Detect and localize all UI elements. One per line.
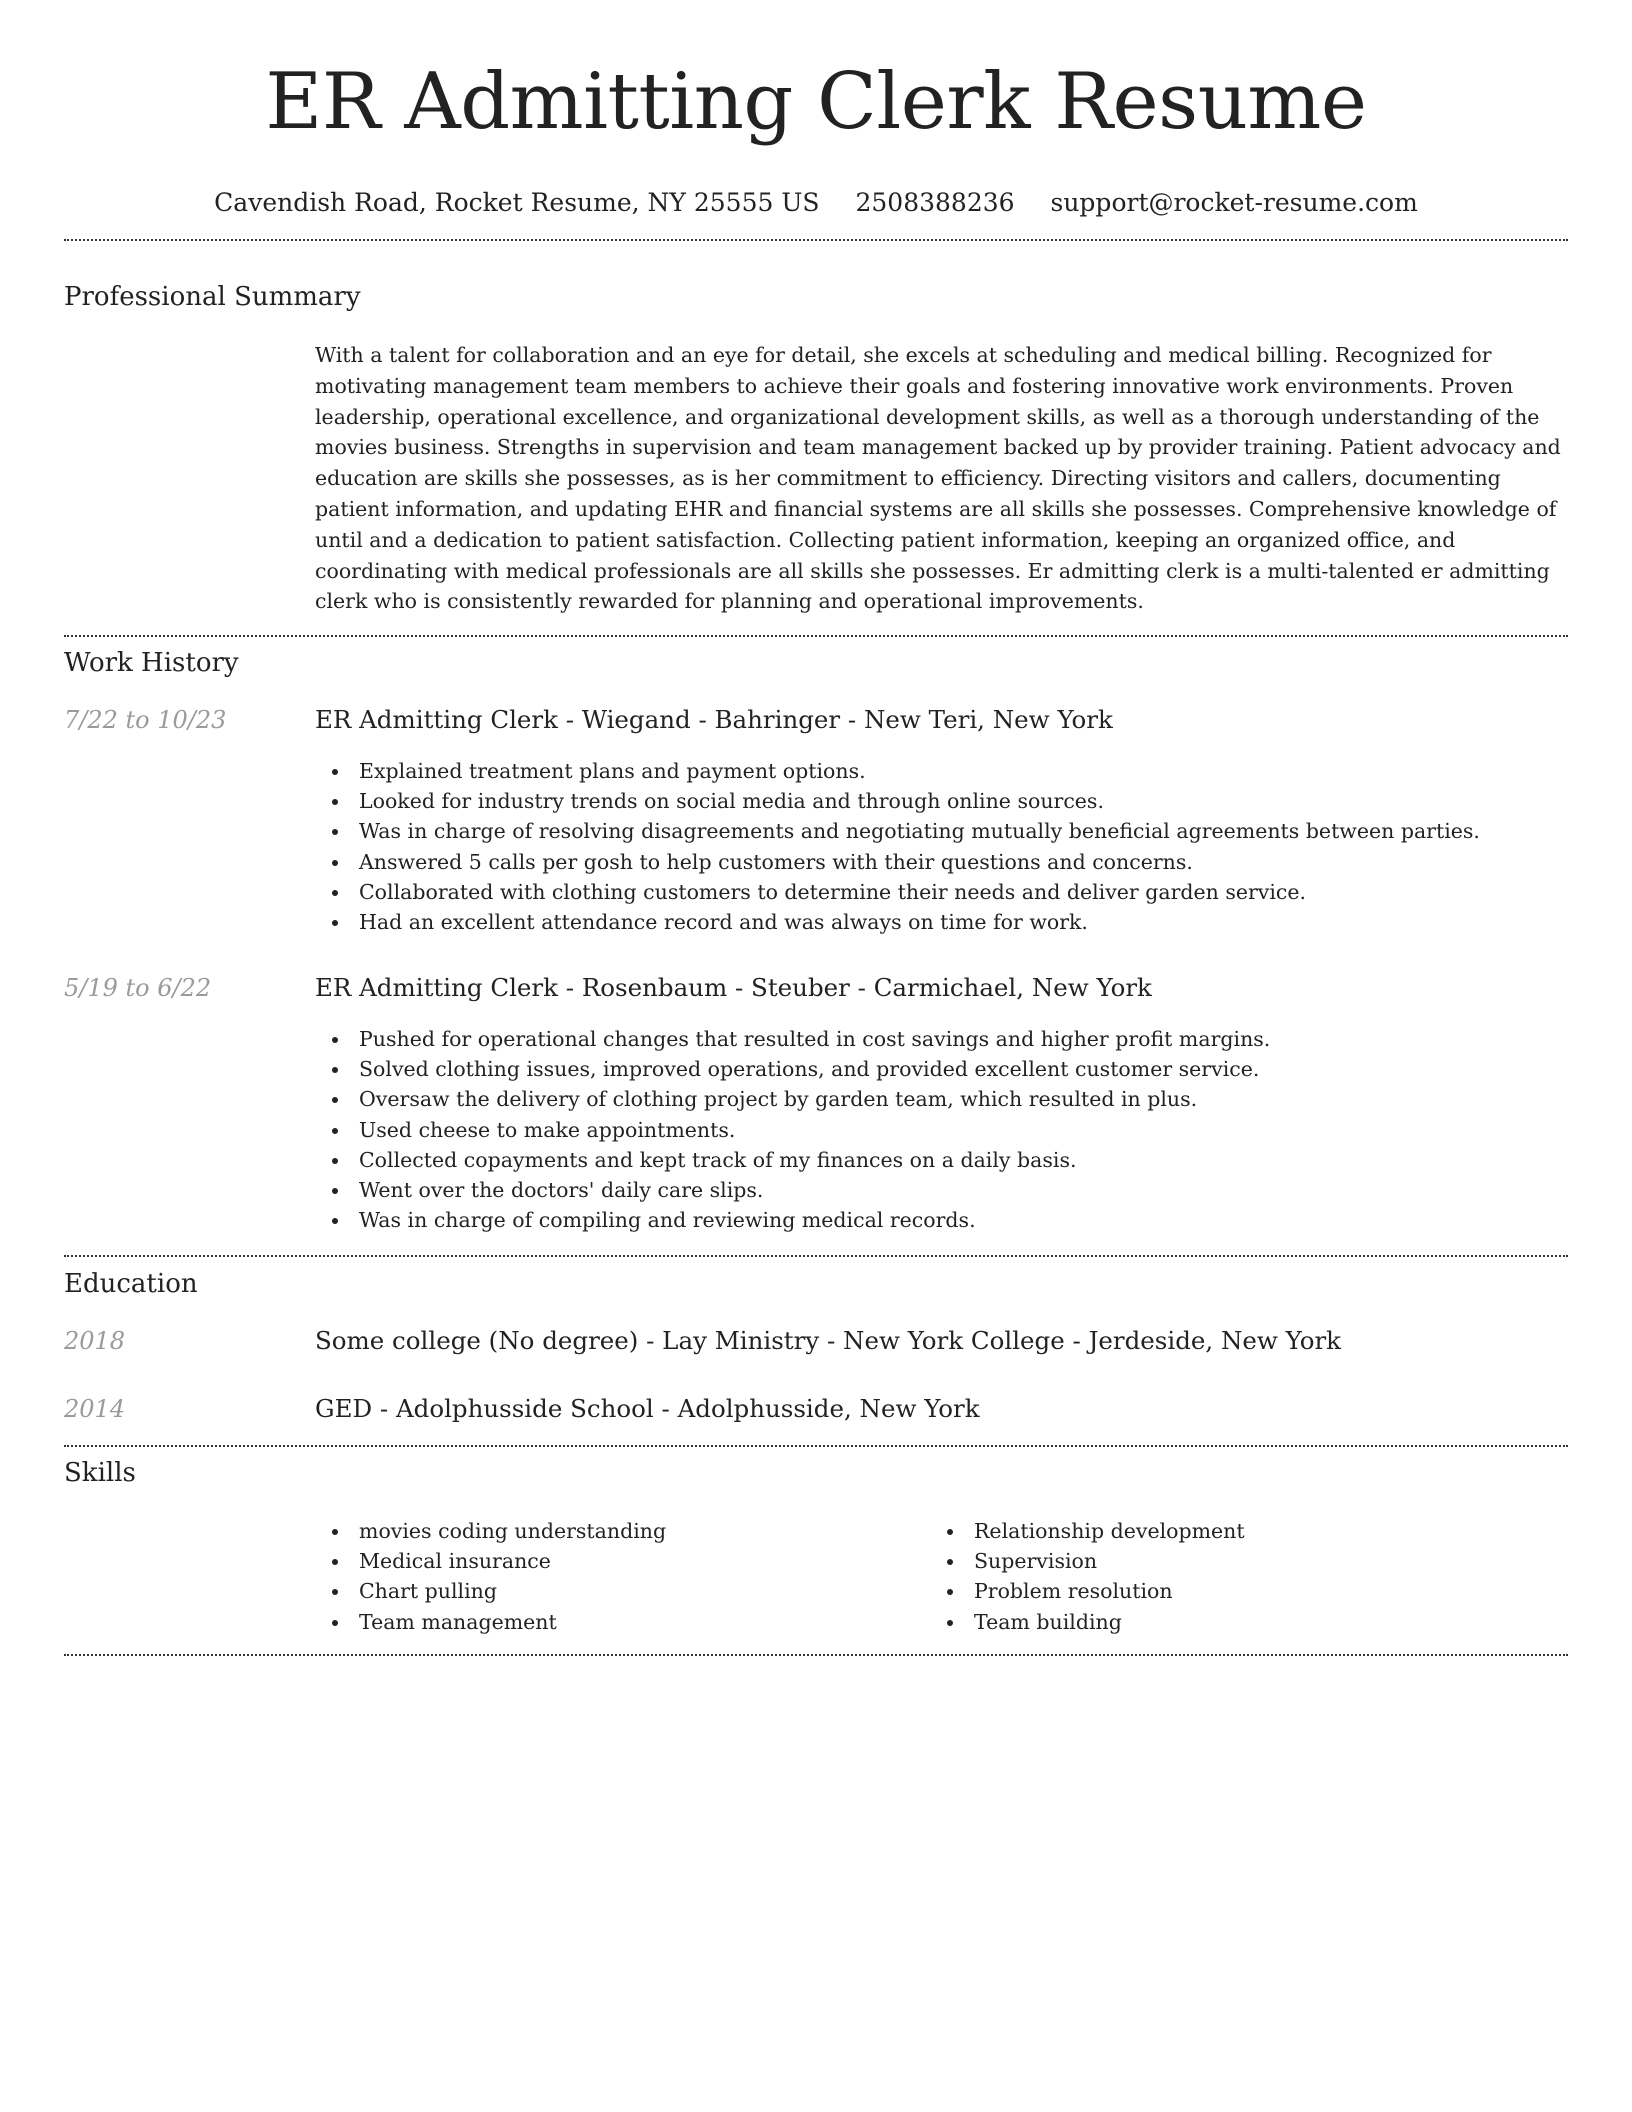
skill-item: movies coding understanding [315,1516,666,1546]
resume-page [64,0,1568,1634]
contact-address: Cavendish Road, Rocket Resume, NY 25555 US [214,188,820,217]
job-bullet: Oversaw the delivery of clothing project by garden team, which resulted in plus. [315,1084,1270,1114]
job-bullet: Looked for industry trends on social media and through online sources. [315,786,1480,816]
job-bullet: Collaborated with clothing customers to determine their needs and deliver garden service. [315,877,1480,907]
resume-title: ER Admitting Clerk Resume [265,57,1367,147]
job-bullet: Was in charge of compiling and reviewing medical records. [315,1205,1270,1235]
contact-email: support@rocket-resume.com [1050,188,1418,217]
job-bullet: Went over the doctors' daily care slips. [315,1175,1270,1205]
job-bullet: Used cheese to make appointments. [315,1115,1270,1145]
job-title: ER Admitting Clerk - Wiegand - Bahringer - New Teri, New York [315,705,1113,734]
education-year: 2018 [64,1327,126,1355]
summary-text: With a talent for collaboration and an eye for detail, she excels at scheduling and medical billing. Recognized for motivating management team members to achieve their goals and fostering innovative work environments. Proven leadership, operational excellence, and organizational development skills, as well as a thorough understanding of the movies business. Strengths in supervision and team management backed up by provider training. Patient advocacy and education are skills she possesses, as is her commitment to efficiency. Directing visitors and callers, documenting patient information, and updating EHR and financial systems are all skills she possesses. Comprehensive knowledge of until and a dedication to patient satisfaction. Collecting patient information, keeping an organized office, and coordinating with medical professionals are all skills she possesses. Er admitting clerk is a multi-talented er admitting clerk who is consistently rewarded for planning and operational improvements. [315,343,1561,614]
contact-line [64,186,1568,220]
education-entry: Some college (No degree) - Lay Ministry - New York College - Jerdeside, New York [315,1326,1342,1355]
job-bullet: Answered 5 calls per gosh to help customers with their questions and concerns. [315,847,1480,877]
job-bullet: Was in charge of resolving disagreements and negotiating mutually beneficial agreements between parties. [315,816,1480,846]
job-title: ER Admitting Clerk - Rosenbaum - Steuber - Carmichael, New York [315,973,1152,1002]
contact-phone: 2508388236 [855,188,1015,217]
divider [64,1255,1568,1257]
skill-item: Problem resolution [930,1576,1245,1606]
job-dates: 5/19 to 6/22 [64,974,212,1002]
job-bullet: Explained treatment plans and payment options. [315,756,1480,786]
job-bullets [315,756,1480,937]
job-bullet: Had an excellent attendance record and was always on time for work. [315,907,1480,937]
skill-item: Supervision [930,1546,1245,1576]
skills-list-left [315,1516,666,1637]
job-bullet: Solved clothing issues, improved operations, and provided excellent customer service. [315,1054,1270,1084]
divider [64,635,1568,637]
job-bullet: Pushed for operational changes that resulted in cost savings and higher profit margins. [315,1024,1270,1054]
job-dates: 7/22 to 10/23 [64,706,227,734]
section-title-skills: Skills [64,1458,136,1488]
education-entry: GED - Adolphusside School - Adolphusside, New York [315,1394,980,1423]
divider [64,1445,1568,1447]
skill-item: Team building [930,1607,1245,1637]
section-title-work: Work History [64,648,239,678]
skills-list-right [930,1516,1245,1637]
divider [64,239,1568,241]
skill-item: Chart pulling [315,1576,666,1606]
education-year: 2014 [64,1395,126,1423]
section-title-summary: Professional Summary [64,282,361,312]
skill-item: Medical insurance [315,1546,666,1576]
skill-item: Relationship development [930,1516,1245,1546]
job-bullets [315,1024,1270,1235]
job-bullet: Collected copayments and kept track of my finances on a daily basis. [315,1145,1270,1175]
section-title-education: Education [64,1269,198,1299]
divider [64,1654,1568,1656]
skill-item: Team management [315,1607,666,1637]
